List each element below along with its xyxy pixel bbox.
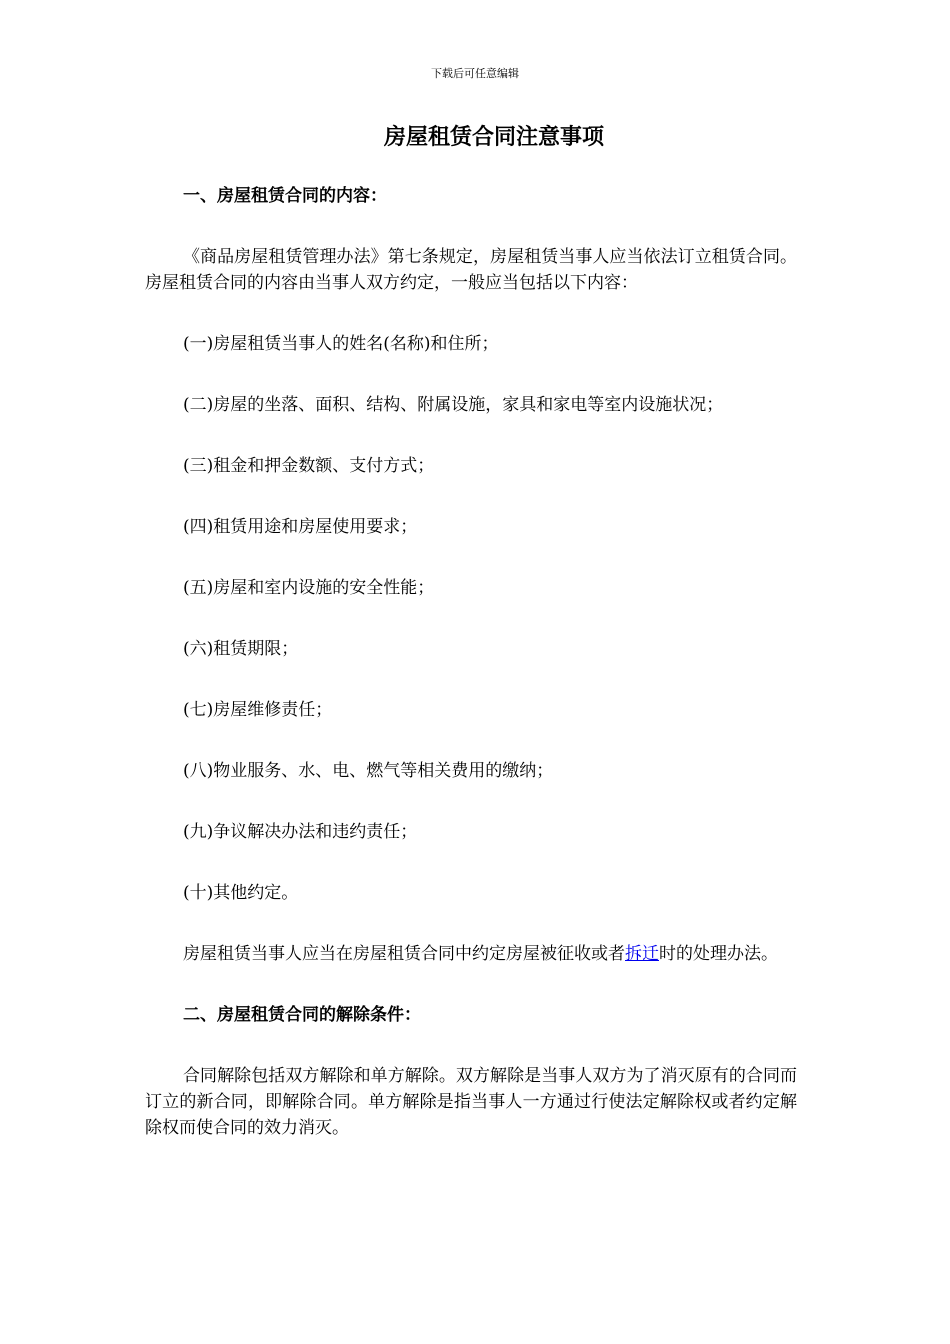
section1-heading: 一、房屋租赁合同的内容： — [183, 186, 387, 206]
list-item: (三)租金和押金数额、支付方式； — [183, 456, 435, 476]
demolition-link[interactable]: 拆迁 — [625, 944, 659, 964]
section2-heading: 二、房屋租赁合同的解除条件： — [183, 1005, 421, 1025]
list-item: (八)物业服务、水、电、燃气等相关费用的缴纳； — [183, 761, 554, 781]
section1-intro: 《商品房屋租赁管理办法》第七条规定，房屋租赁当事人应当依法订立租赁合同。房屋租赁合同的内容由当事人双方约定，一般应当包括以下内容： — [145, 247, 797, 293]
closing-text-after-link: 时的处理办法。 — [659, 944, 778, 964]
list-item: (十)其他约定。 — [183, 883, 299, 903]
list-item: (四)租赁用途和房屋使用要求； — [183, 517, 418, 537]
section2-body: 合同解除包括双方解除和单方解除。双方解除是当事人双方为了消灭原有的合同而订立的新合同，即解除合同。单方解除是指当事人一方通过行使法定解除权或者约定解除权而使合同的效力消灭。 — [145, 1066, 797, 1138]
list-item: (九)争议解决办法和违约责任； — [183, 822, 418, 842]
list-item: (二)房屋的坐落、面积、结构、附属设施，家具和家电等室内设施状况； — [183, 395, 724, 415]
document-title: 房屋租赁合同注意事项 — [383, 124, 604, 150]
list-item: (五)房屋和室内设施的安全性能； — [183, 578, 435, 598]
closing-text-before-link: 房屋租赁当事人应当在房屋租赁合同中约定房屋被征收或者 — [183, 944, 625, 964]
header-note: 下载后可任意编辑 — [431, 67, 519, 80]
list-item: (六)租赁期限； — [183, 639, 299, 659]
document-body — [145, 183, 797, 1141]
list-item: (七)房屋维修责任； — [183, 700, 333, 720]
list-item: (一)房屋租赁当事人的姓名(名称)和住所； — [183, 334, 499, 354]
section1-closing — [145, 941, 797, 967]
